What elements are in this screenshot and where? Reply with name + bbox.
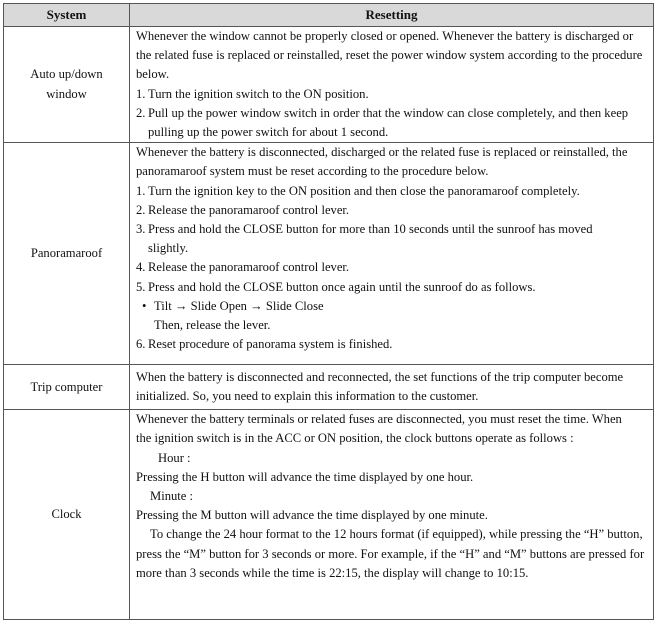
resetting-cell (130, 27, 654, 143)
procedure-step (136, 182, 649, 201)
step-number: 4. (136, 260, 146, 275)
step-number: 2. (136, 105, 146, 120)
bullet-note: Then, release the lever. (154, 318, 271, 333)
table-row-clock (4, 410, 654, 620)
minute-label: Minute : (150, 489, 194, 504)
step-text: Turn the ignition key to the ON position and then close the panoramaroof completely. (148, 183, 580, 198)
hour-text: Pressing the H button will advance the time displayed by one hour. (136, 469, 474, 484)
step-text: Reset procedure of panorama system is finished. (148, 337, 393, 352)
step-text: Press and hold the CLOSE button once again until the sunroof do as follows. (148, 279, 536, 294)
table-row-auto-window (4, 27, 654, 143)
resetting-cell (130, 410, 654, 620)
procedure-step (136, 258, 649, 277)
procedure-step (136, 220, 649, 258)
table-row-panoramaroof (4, 143, 654, 365)
step-number: 1. (136, 86, 146, 101)
step-number: 2. (136, 202, 146, 217)
step-text: Release the panoramaroof control lever. (148, 260, 350, 275)
procedure-step (136, 104, 649, 142)
system-name: Auto up/down window (30, 67, 103, 101)
hour-label: Hour : (158, 450, 191, 465)
procedure-intro: Whenever the battery terminals or related fuses are disconnected, you must reset the time. When the ignition switch is in the ACC or ON position, the clock buttons operate as follows : (136, 412, 622, 446)
procedure-intro: Whenever the window cannot be properly closed or opened. Whenever the battery is discharged or the related fuse is replaced or reinstalled, reset the power window system according to the procedure below. (136, 29, 643, 82)
reset-procedures-table (3, 3, 654, 620)
resetting-cell (130, 365, 654, 410)
bullet-dot-icon: • (142, 298, 147, 313)
step-text: Pull up the power window switch in order that the window can close completely, and then keep pulling up the power switch for about 1 second. (148, 105, 629, 140)
system-name: Trip computer (30, 379, 103, 394)
system-name: Clock (51, 507, 82, 522)
step-number: 3. (136, 222, 146, 237)
table-row-trip-computer (4, 365, 654, 410)
header-resetting: Resetting (130, 4, 654, 27)
resetting-cell (130, 143, 654, 365)
step-number: 1. (136, 183, 146, 198)
step-number: 6. (136, 337, 146, 352)
system-cell (4, 27, 130, 143)
system-cell (4, 365, 130, 410)
minute-text: Pressing the M button will advance the time displayed by one minute. (136, 508, 488, 523)
step-number: 5. (136, 279, 146, 294)
step-text: Release the panoramaroof control lever. (148, 202, 350, 217)
table-header-row (4, 4, 654, 27)
header-system: System (4, 4, 130, 27)
step-text: Turn the ignition switch to the ON position. (148, 86, 369, 101)
procedure-step (136, 201, 649, 220)
system-cell (4, 143, 130, 365)
system-name: Panoramaroof (30, 246, 103, 261)
procedure-bullet (136, 297, 649, 316)
procedure-step (136, 335, 649, 354)
procedure-intro: Whenever the battery is disconnected, discharged or the related fuse is replaced or reinstalled, the panoramaroof system must be reset according to the procedure below. (136, 145, 628, 179)
system-cell (4, 410, 130, 620)
format-text: To change the 24 hour format to the 12 hours format (if equipped), while pressing the “H” button, press the “M” button for 3 seconds or more. For example, if the “H” and “M” buttons are pressed for more than 3 seconds while the time is 22:15, the display will change to 10:15. (136, 527, 645, 580)
procedure-step (136, 85, 649, 104)
bullet-text: Tilt → Slide Open → Slide Close (154, 298, 324, 313)
procedure-text: When the battery is disconnected and reconnected, the set functions of the trip computer become initialized. So, you need to explain this information to the customer. (136, 370, 624, 404)
procedure-step (136, 278, 649, 297)
step-text: Press and hold the CLOSE button for more than 10 seconds until the sunroof has moved slightly. (148, 222, 593, 256)
